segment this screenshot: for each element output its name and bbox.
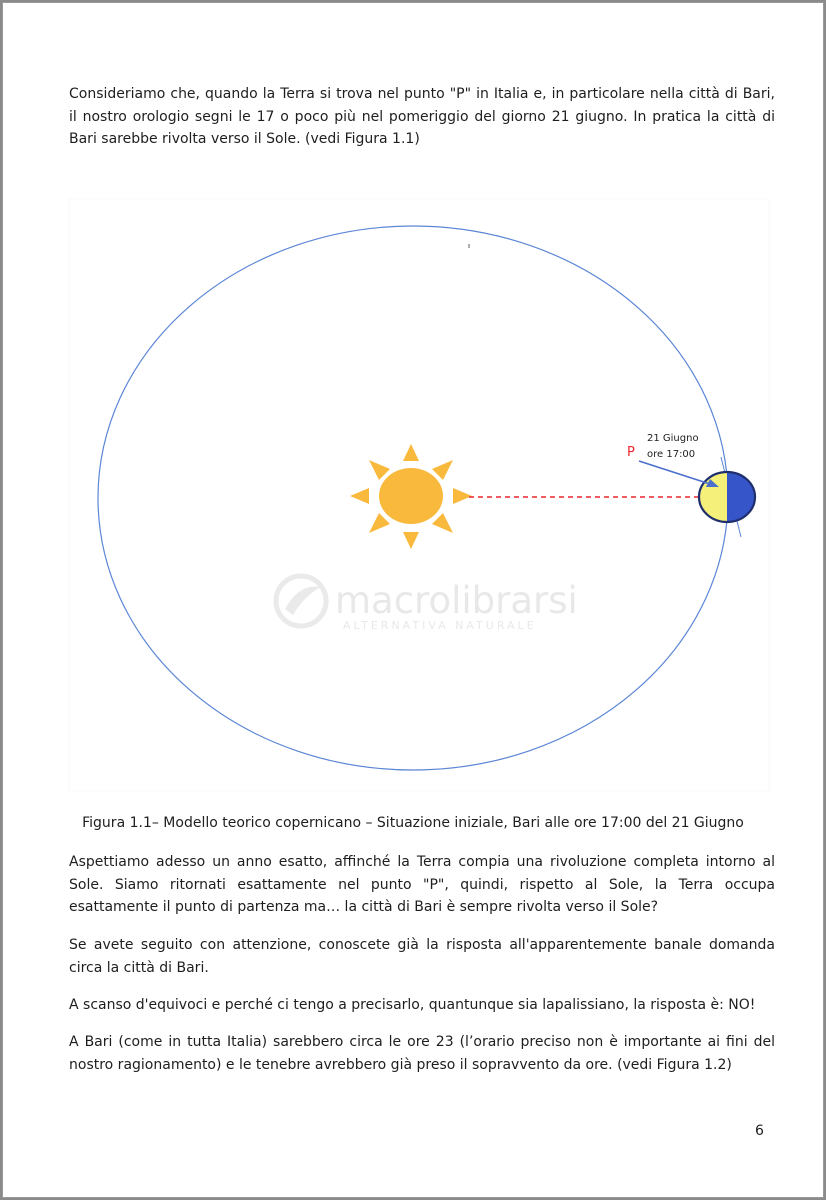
book-page [2, 2, 824, 1198]
watermark-brand: macrolibrarsi [335, 579, 578, 622]
sun-icon [350, 444, 472, 549]
paragraph-wait-year: Aspettiamo adesso un anno esatto, affinché la Terra compia una rivoluzione completa intorno al Sole. Siamo ritornati esattamente nel punto "P", quindi, rispetto al Sole, la Terra occupa esattamente il punto di partenza ma… la città di Bari è sempre rivolta verso il Sole? [69, 854, 775, 915]
p-arrow [639, 461, 719, 487]
paragraph-bari-ore-23: A Bari (come in tutta Italia) sarebbero circa le ore 23 (l’orario preciso non è importante ai fini del nostro ragionamento) e le tenebre avrebbero già preso il sopravvento da ore. (vedi Figura 1.2) [69, 1034, 775, 1073]
page-number: 6 [755, 1123, 764, 1139]
paragraph-scanso: A scanso d'equivoci e perché ci tengo a precisarlo, quantunque sia lapalissiano, la risposta è: NO! [69, 997, 756, 1013]
point-p-label: P [627, 445, 635, 460]
watermark-tagline: ALTERNATIVA NATURALE [343, 619, 537, 632]
time-label: ore 17:00 [647, 449, 696, 460]
date-label: 21 Giugno [647, 433, 699, 444]
figure-caption: Figura 1.1– Modello teorico copernicano – Situazione iniziale, Bari alle ore 17:00 del 21 Giugno [82, 815, 744, 831]
intro-paragraph: Consideriamo che, quando la Terra si trova nel punto "P" in Italia e, in particolare nella città di Bari, il nostro orologio segni le 17 o poco più nel pomeriggio del giorno 21 giugno. In pratica la città di Bari sarebbe rivolta verso il Sole. (vedi Figura 1.1) [69, 86, 775, 147]
paragraph-seguito: Se avete seguito con attenzione, conoscete già la risposta all'apparentemente banale domanda circa la città di Bari. [69, 937, 775, 976]
watermark-logo [276, 576, 578, 632]
copernican-orbit-figure [3, 3, 825, 1199]
